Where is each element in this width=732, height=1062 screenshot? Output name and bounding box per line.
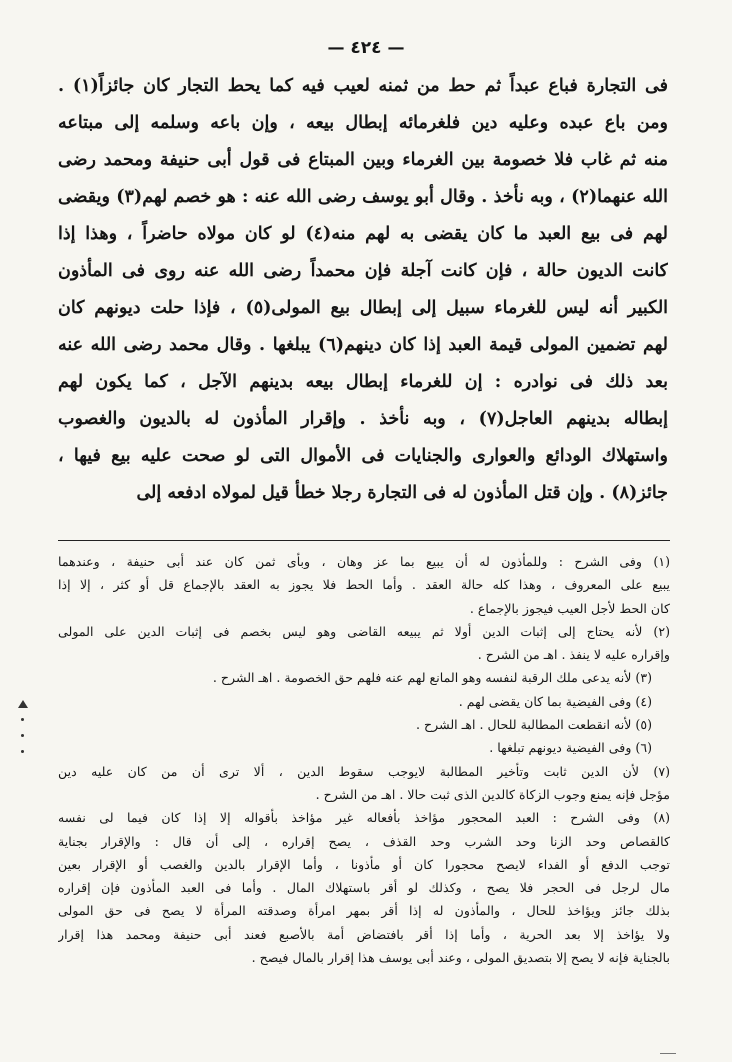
- footnote-line: (٥) لأنه انقطعت المطالبة للحال . اهـ الشرح .: [416, 717, 652, 733]
- text-line: لهم تضمين المولى قيمة العبد إذا كان دينهم(٦) يبلغها . وقال محمد رضى الله عنه: [58, 335, 668, 355]
- footnote-line: يبيع على المعروف ، وهذا كله حالة العقد . وأما الحط فلا يجوز به العقد بالإجماع قل أو كثر ، إلا إذا: [58, 577, 670, 593]
- text-line: لهم فى بيع العبد ما كان يقضى به لهم منه(٤) لو كان مولاه حاضراً ، وهذا إذا: [58, 224, 668, 244]
- footnote-line: (٧) لأن الدين ثابت وتأخير المطالبة لايوجب سقوط الدين ، ألا ترى أن من كان عليه دين: [58, 763, 670, 779]
- footnote-line: (٢) لأنه يحتاج إلى إثبات الدين أولا ثم يبيعه القاضى وهو ليس بخصم فى إثبات الدين على المولى: [58, 623, 670, 639]
- margin-dot-icon: [21, 734, 24, 737]
- footnote-divider: [58, 540, 670, 541]
- footnotes: [58, 550, 670, 969]
- text-line: واستهلاك الودائع والعوارى والجنايات فى الأموال التى لو صحت عليه بيع فيها ،: [58, 446, 668, 466]
- text-line: الله عنهما(٢) ، وبه نأخذ . وقال أبو يوسف رضى الله عنه : هو خصم لهم(٣) ويقضى: [58, 187, 668, 207]
- footnote-line: مؤجل فإنه يمنع وجوب الزكاة كالدين الذى ثبت حالا . اهـ من الشرح .: [315, 786, 670, 802]
- footnote-line: (٨) وفى الشرح : العبد المحجور مؤاخذ بأفعاله غير مؤاخذ بأقواله إلا إذا كان فيما لى نفسه: [58, 810, 670, 826]
- margin-dot-icon: [21, 750, 24, 753]
- footnote-line: كالقصاص وحد الزنا وحد الشرب وحد القذف ، يصح إقراره ، إلى أن قال : والإقرار بجناية: [58, 833, 670, 849]
- footnote-line: (٦) وفى الفيضية ديونهم تبلغها .: [489, 740, 652, 756]
- footnote-line: وإقراره عليه لا ينفذ . اهـ من الشرح .: [477, 647, 670, 663]
- margin-arrow-icon: [18, 700, 28, 708]
- text-line: منه ثم غاب فلا خصومة بين الغرماء وبين المبتاع فى قول أبى حنيفة ومحمد رضى: [58, 150, 668, 170]
- page-number: — ٤٢٤ —: [327, 38, 405, 58]
- footnote-line: (٤) وفى الفيضية بما كان يقضى لهم .: [458, 693, 652, 709]
- margin-marks: [16, 700, 30, 760]
- footnote-line: ولا يؤاخذ إلا بعد الحرية ، وأما إذا أقر بافتضاض أمة بالأصبع فعند أبى حنيفة ومحمد هذا إقرار: [58, 926, 670, 942]
- footnote-line: توجب الدفع أو الفداء لايصح محجورا كان أو مأذونا ، وأما الإقرار بالدين والغصب أو الإقرار بعين: [58, 856, 670, 872]
- text-line: جائز(٨) . وإن قتل المأذون له فى التجارة رجلا خطأ قيل لمولاه ادفعه إلى: [136, 483, 668, 503]
- text-line: فى التجارة فباع عبداً ثم حط من ثمنه لعيب فيه كما يحط التجار كان جائزاً(١) .: [58, 76, 668, 96]
- footnote-line: (١) وفى الشرح : وللمأذون له أن يبيع بما عز وهان ، وبأى ثمن كان عند أبى حنيفة ، وعندهما: [58, 554, 670, 569]
- text-line: إبطاله بدينهم العاجل(٧) ، وبه نأخذ . وإقرار المأذون له بالديون والغصوب: [58, 409, 668, 429]
- margin-dot-icon: [21, 718, 24, 721]
- footnote-line: كان الحط لأجل العيب فيجوز بالإجماع .: [469, 600, 670, 616]
- footnote-line: مال لرجل فى الحجر فلا يصح ، وكذلك لو أقر باستهلاك المال . وأما فى العبد المأذون فإن إقراره: [58, 880, 670, 896]
- text-line: بعد ذلك فى نوادره : إن للغرماء إبطال بيعه بدينهم الآجل ، كما يكون لهم: [58, 372, 668, 392]
- main-text: [58, 68, 668, 512]
- text-line: ومن باع عبده وعليه دين فلغرمائه إبطال بيعه ، وإن باعه وسلمه إلى مبتاعه: [58, 113, 668, 133]
- footnote-line: بذلك جائز ويؤاخذ للحال ، والمأذون له إذا أقر بمهر امرأة وصدقته المرأة لا يصح فى حق المولى: [58, 903, 670, 919]
- footnote-line: (٣) لأنه يدعى ملك الرقبة لنفسه وهو المانع لهم عنه فلهم حق الخصومة . اهـ الشرح .: [212, 670, 652, 686]
- scan-artifact: [660, 1053, 676, 1054]
- text-line: كانت الديون حالة ، فإن كانت آجلة فإن محمداً رضى الله عنه روى فى المأذون: [58, 261, 668, 281]
- footnote-line: بالجناية فإنه لا يصح إلا بتصديق المولى ، وعند أبى يوسف هذا إقرار بالمال فيصح .: [251, 950, 670, 966]
- text-line: الكبير أنه ليس للغرماء سبيل إلى إبطال بيع المولى(٥) ، فإذا حلت ديونهم كان: [58, 298, 668, 318]
